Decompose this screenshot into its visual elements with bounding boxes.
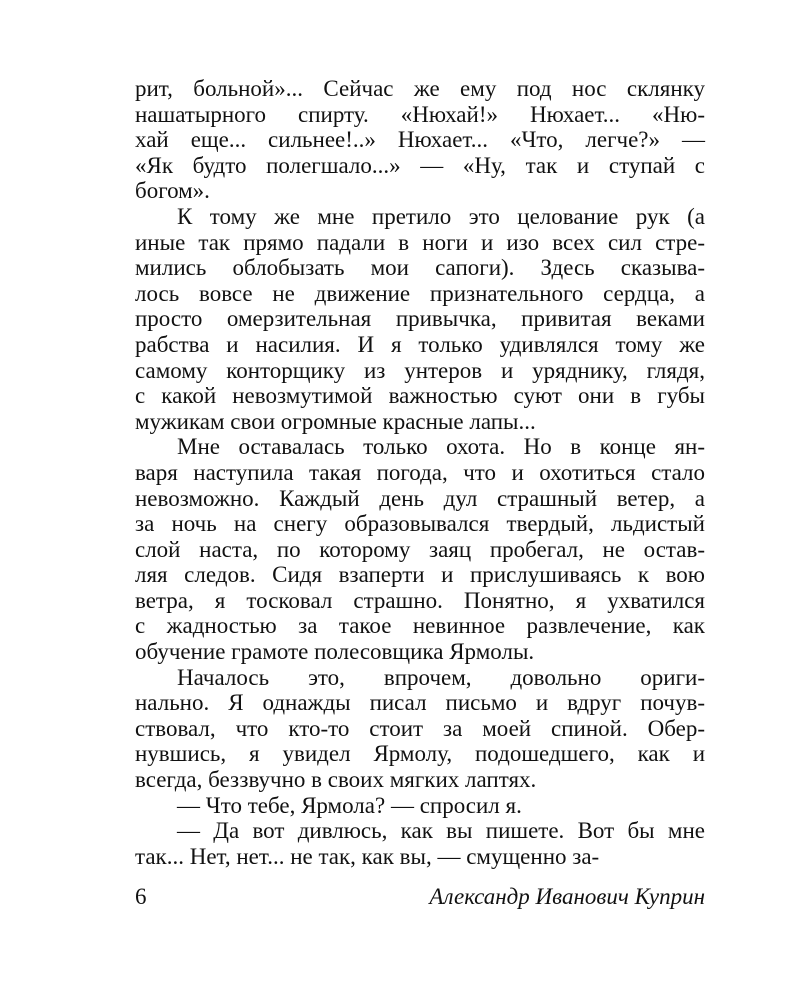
text-line: Началось это, впрочем, довольно ориги- — [177, 664, 705, 690]
text-line: с жадностью за такое невинное развлечение, как — [135, 613, 705, 639]
text-line: иные так прямо падали в ноги и изо всех сил стре- — [135, 229, 705, 255]
text-line: с какой невозмутимой важностью суют они в губы — [135, 383, 705, 409]
paragraph — [135, 818, 705, 869]
text-line: нашатырного спирту. «Нюхай!» Нюхает... «Ню- — [135, 101, 705, 127]
text-line: «Як будто полегшало...» — «Ну, так и ступай с — [135, 152, 705, 178]
text-line: — Да вот дивлюсь, как вы пишете. Вот бы мне — [177, 818, 705, 844]
text-line: нувшись, я увидел Ярмолу, подошедшего, как и — [135, 741, 705, 767]
paragraph — [135, 665, 705, 793]
text-line: за ночь на снегу образовывался твердый, льдистый — [135, 511, 705, 537]
text-line: слой наста, по которому заяц пробегал, не остав- — [135, 536, 705, 562]
text-line: всегда, беззвучно в своих мягких лаптях. — [135, 767, 537, 793]
text-line: лось вовсе не движение признательного сердца, а — [135, 280, 705, 306]
text-line: так... Нет, нет... не так, как вы, — смущенно за- — [135, 843, 600, 869]
text-line: обучение грамоте полесовщика Ярмолы. — [135, 639, 535, 665]
text-line: рабства и насилия. И я только удивлялся тому же — [135, 331, 705, 357]
paragraph — [135, 793, 705, 819]
text-line: просто омерзительная привычка, привитая веками — [135, 306, 705, 332]
paragraph — [135, 204, 705, 434]
text-line: ляя следов. Сидя взаперти и прислушиваясь к вою — [135, 562, 705, 588]
text-line: богом». — [135, 178, 210, 204]
text-line: ветра, я тосковал страшно. Понятно, я ухватился — [135, 587, 705, 613]
body-text — [135, 76, 705, 869]
text-line: мились облобызать мои сапоги). Здесь сказыва- — [135, 255, 705, 281]
text-line: — Что тебе, Ярмола? — спросил я. — [177, 792, 522, 818]
page-footer — [135, 882, 705, 912]
text-line: К тому же мне претило это целование рук (а — [177, 203, 705, 229]
text-line: невозможно. Каждый день дул страшный ветер, а — [135, 485, 705, 511]
text-line: варя наступила такая погода, что и охотиться стало — [135, 459, 705, 485]
text-line: Мне оставалась только охота. Но в конце ян- — [177, 434, 705, 460]
page-number: 6 — [135, 884, 147, 909]
text-line: рит, больной»... Сейчас же ему под нос склянку — [135, 76, 705, 101]
running-title: Александр Иванович Куприн — [429, 884, 705, 909]
paragraph — [135, 434, 705, 664]
text-line: мужикам свои огромные красные лапы... — [135, 408, 536, 434]
paragraph — [135, 76, 705, 204]
text-line: самому конторщику из унтеров и уряднику, глядя, — [135, 357, 705, 383]
text-line: ствовал, что кто-то стоит за моей спиной. Обер- — [135, 715, 705, 741]
text-line: хай еще... сильнее!..» Нюхает... «Что, легче?» — — [135, 127, 705, 153]
text-line: нально. Я однажды писал письмо и вдруг почув- — [135, 690, 705, 716]
